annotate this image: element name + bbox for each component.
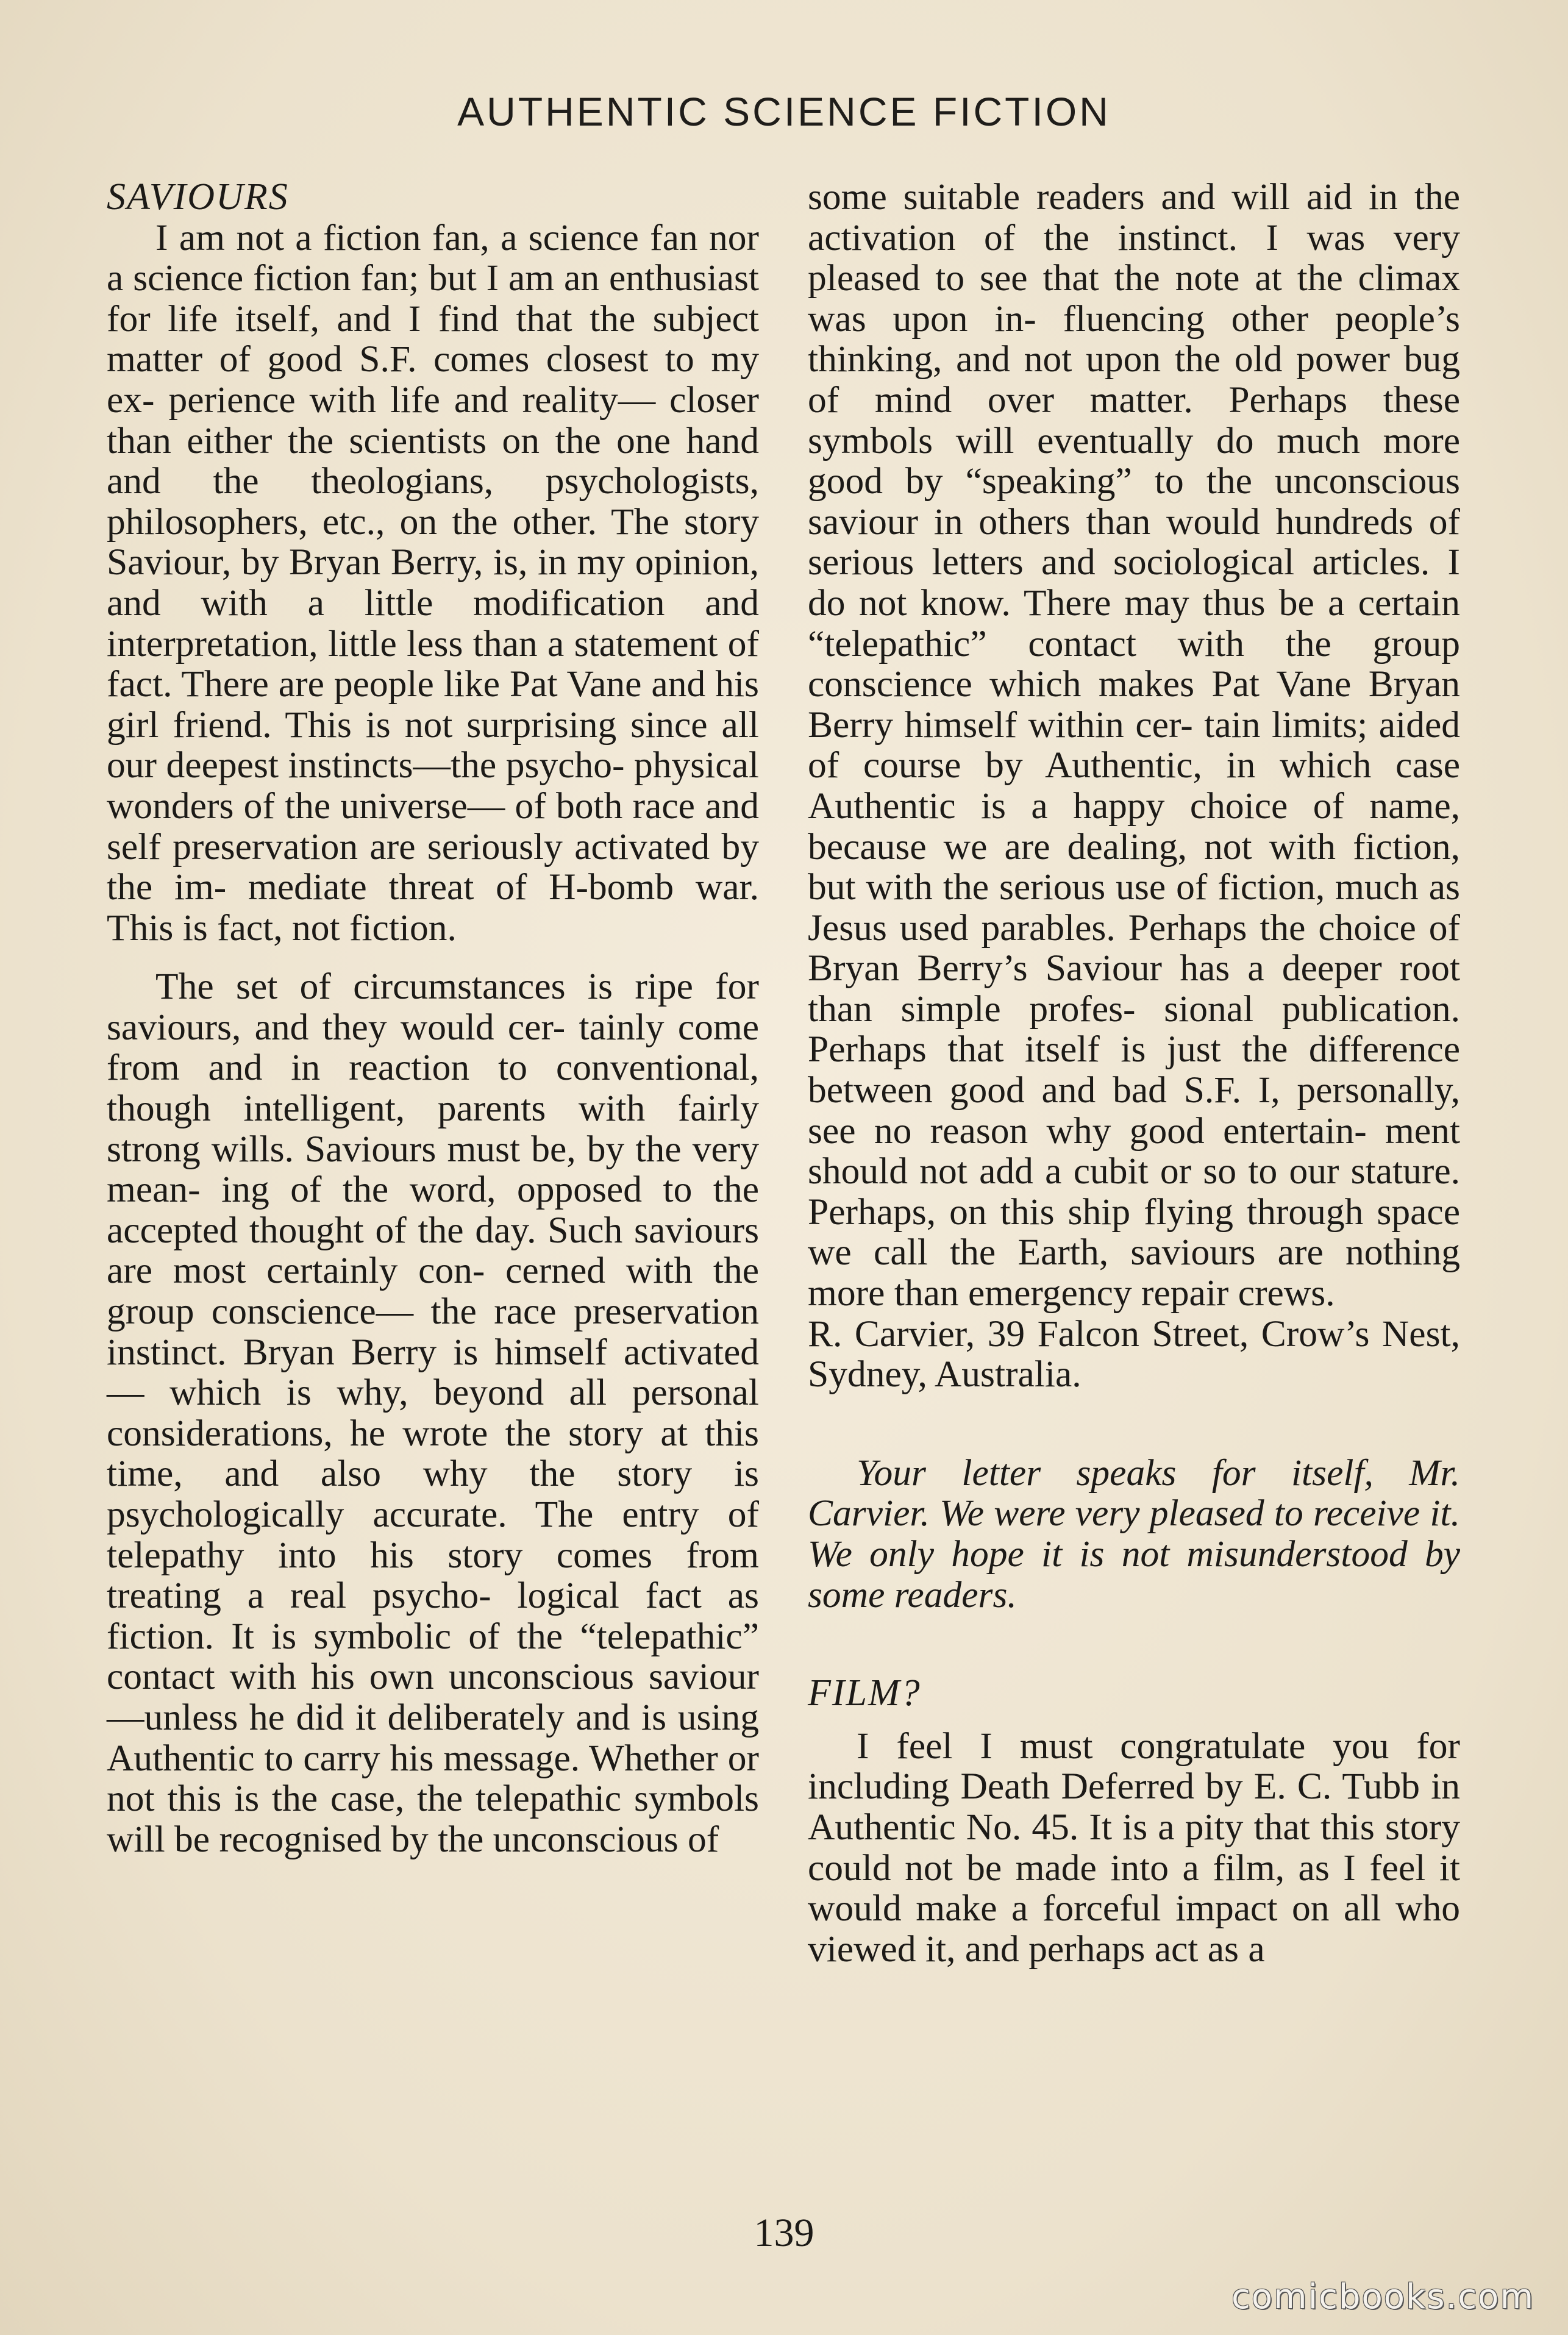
watermark: comicbooks.com: [1231, 2277, 1534, 2317]
right-column: [808, 177, 1460, 1969]
letter-paragraph-1: I am not a fiction fan, a science fan nor a science fiction fan; but I am an enthusiast for life itself, and I find that the subject matter of good S.F. comes closest to my ex- perience with life and reality— closer than either the scientists on the one hand and the theologians, psychologists, philosophers, etc., on the other. The story Saviour, by Bryan Berry, is, in my opinion, and with a little modification and interpretation, little less than a statement of fact. There are people like Pat Vane and his girl friend. This is not surprising since all our deepest instincts—the psycho- physical wonders of the universe— of both race and self preservation are seriously activated by the im- mediate threat of H-bomb war. This is fact, not fiction.: [107, 216, 759, 949]
left-column: [107, 177, 759, 1859]
running-head: AUTHENTIC SCIENCE FICTION: [457, 89, 1111, 134]
letter-signature: R. Carvier, 39 Falcon Street, Crow’s Nest, Sydney, Australia.: [808, 1313, 1460, 1396]
letter-film-paragraph: I feel I must congratulate you for including Death Deferred by E. C. Tubb in Authentic No. 45. It is a pity that this story could not be made into a film, as I feel it would make a forceful impact on all who viewed it, and perhaps act as a: [808, 1725, 1460, 1970]
editor-reply: Your letter speaks for itself, Mr. Carvier. We were very pleased to receive it. We only hope it is not misunderstood by some readers.: [808, 1452, 1460, 1616]
section-heading-saviours: SAVIOURS: [107, 176, 289, 218]
page-number: 139: [754, 2211, 814, 2255]
letter-paragraph-2: The set of circumstances is ripe for saviours, and they would cer- tainly come from and in reaction to conventional, though intelligent, parents with fairly strong wills. Saviours must be, by the very mean- ing of the word, opposed to the accepted thought of the day. Such saviours are most certainly con- cerned with the group conscience— the race preservation instinct. Bryan Berry is himself activated— which is why, beyond all personal considerations, he wrote the story at this time, and also why the story is psychologically accurate. The entry of telepathy into his story comes from treating a real psycho- logical fact as fiction. It is symbolic of the “telepathic” contact with his own unconscious saviour—unless he did it deliberately and is using Authentic to carry his message. Whether or not this is the case, the telepathic symbols will be recognised by the unconscious of: [107, 966, 759, 1860]
section-heading-film: FILM?: [808, 1672, 921, 1714]
letter-paragraph-3: some suitable readers and will aid in the activation of the instinct. I was very pleased to see that the note at the climax was upon in- fluencing other people’s thinking, and not upon the old power bug of mind over matter. Perhaps these symbols will eventually do much more good by “speaking” to the unconscious saviour in others than would hundreds of serious letters and sociological articles. I do not know. There may thus be a certain “telepathic” contact with the group conscience which makes Pat Vane Bryan Berry himself within cer- tain limits; aided of course by Authentic, in which case Authentic is a happy choice of name, because we are dealing, not with fiction, but with the serious use of fiction, much as Jesus used parables. Perhaps the choice of Bryan Berry’s Saviour has a deeper root than simple profes- sional publication. Perhaps that itself is just the difference between good and bad S.F. I, personally, see no reason why good entertain- ment should not add a cubit or so to our stature. Perhaps, on this ship flying through space we call the Earth, saviours are nothing more than emergency repair crews.: [808, 176, 1460, 1314]
